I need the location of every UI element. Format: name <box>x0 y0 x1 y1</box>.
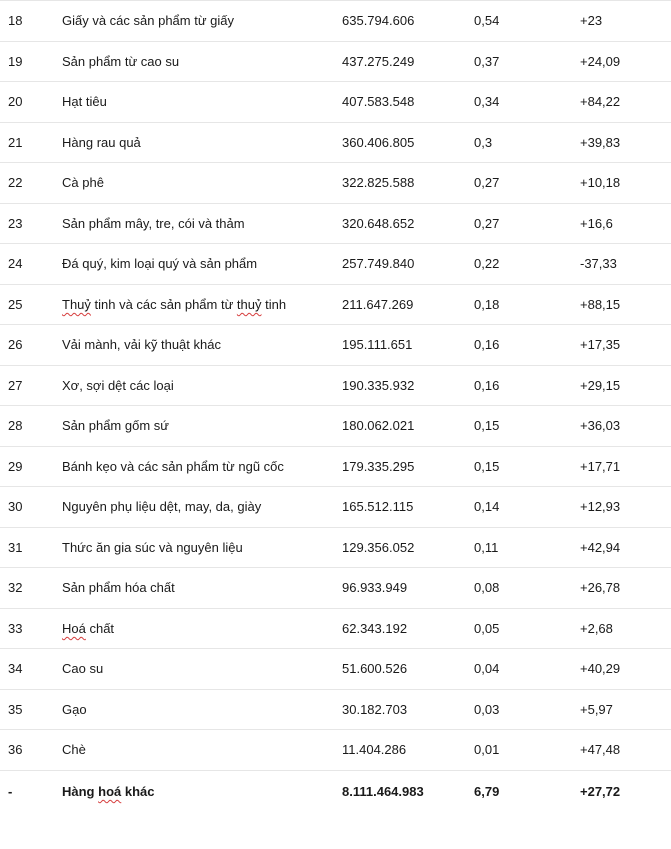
export-value: 407.583.548 <box>342 94 415 110</box>
share-percent: 0,34 <box>474 94 500 110</box>
row-number: 25 <box>8 296 23 312</box>
product-name: Sản phẩm hóa chất <box>62 580 175 596</box>
row-number: 33 <box>8 620 23 636</box>
change-percent: +12,93 <box>580 499 621 515</box>
export-value: 11.404.286 <box>342 742 407 758</box>
product-name <box>62 771 155 813</box>
share-percent: 0,15 <box>474 418 500 434</box>
export-value: 8.111.464.983 <box>342 784 424 799</box>
table-row <box>0 730 671 771</box>
change-percent: +10,18 <box>580 175 621 191</box>
row-number: 35 <box>8 701 23 717</box>
change-percent: +29,15 <box>580 377 621 393</box>
spellcheck-word: Hoá <box>62 620 86 636</box>
share-percent: 0,08 <box>474 580 500 596</box>
table-row <box>0 82 671 123</box>
export-value: 96.933.949 <box>342 580 408 596</box>
share-percent: 0,16 <box>474 337 500 353</box>
row-number: 34 <box>8 661 23 677</box>
export-value: 190.335.932 <box>342 377 415 393</box>
share-percent: 0,11 <box>474 539 499 555</box>
row-number: - <box>8 784 13 799</box>
export-value: 437.275.249 <box>342 53 415 69</box>
share-percent: 0,3 <box>474 134 493 150</box>
share-percent: 0,03 <box>474 701 500 717</box>
export-value: 322.825.588 <box>342 175 415 191</box>
row-number: 31 <box>8 539 23 555</box>
row-number: 30 <box>8 499 23 515</box>
product-name: Cà phê <box>62 175 104 191</box>
change-percent: +40,29 <box>580 661 621 677</box>
table-row <box>0 1 671 42</box>
table-row <box>0 204 671 245</box>
row-number: 26 <box>8 337 23 353</box>
change-percent: +24,09 <box>580 53 621 69</box>
table-row <box>0 568 671 609</box>
export-value: 179.335.295 <box>342 458 415 474</box>
table-row <box>0 244 671 285</box>
share-percent: 0,27 <box>474 175 500 191</box>
share-percent: 0,27 <box>474 215 500 231</box>
table-row <box>0 609 671 650</box>
export-value: 51.600.526 <box>342 661 408 677</box>
export-value: 180.062.021 <box>342 418 415 434</box>
change-percent: +39,83 <box>580 134 621 150</box>
product-name <box>62 609 114 649</box>
share-percent: 0,14 <box>474 499 500 515</box>
share-percent: 0,04 <box>474 661 500 677</box>
export-value: 635.794.606 <box>342 13 415 29</box>
row-number: 18 <box>8 13 23 29</box>
share-percent: 0,16 <box>474 377 500 393</box>
product-name: Gạo <box>62 701 87 717</box>
export-value: 195.111.651 <box>342 337 413 353</box>
export-value: 211.647.269 <box>342 296 414 312</box>
spellcheck-word: hoá <box>98 784 122 799</box>
product-name-part: tinh và các sản phẩm từ <box>90 296 237 312</box>
row-number: 28 <box>8 418 23 434</box>
table-row <box>0 528 671 569</box>
product-name-part: chất <box>85 620 115 636</box>
table-row <box>0 163 671 204</box>
change-percent: +36,03 <box>580 418 621 434</box>
spellcheck-word: thuỷ <box>236 296 262 312</box>
table-row <box>0 42 671 83</box>
product-name: Hạt tiêu <box>62 94 107 110</box>
product-name: Giấy và các sản phẩm từ giấy <box>62 13 235 29</box>
table-row <box>0 447 671 488</box>
table-row <box>0 649 671 690</box>
change-percent: +47,48 <box>580 742 621 758</box>
product-name: Sản phẩm gốm sứ <box>62 418 169 434</box>
product-name: Sản phẩm từ cao su <box>62 53 180 69</box>
change-percent: +17,71 <box>580 458 621 474</box>
export-value: 30.182.703 <box>342 701 408 717</box>
product-name: Cao su <box>62 661 104 677</box>
change-percent: +84,22 <box>580 94 621 110</box>
product-name-part: Hàng <box>62 784 99 799</box>
table-row <box>0 325 671 366</box>
export-value: 320.648.652 <box>342 215 415 231</box>
product-name: Sản phẩm mây, tre, cói và thảm <box>62 215 245 231</box>
change-percent: +2,68 <box>580 620 613 636</box>
table-row <box>0 690 671 731</box>
change-percent: +16,6 <box>580 215 613 231</box>
product-name: Nguyên phụ liệu dệt, may, da, giày <box>62 499 262 515</box>
spellcheck-word: Thuỷ <box>62 296 91 312</box>
row-number: 20 <box>8 94 23 110</box>
product-name-part: tinh <box>261 296 287 312</box>
change-percent: +17,35 <box>580 337 621 353</box>
change-percent: +26,78 <box>580 580 621 596</box>
row-number: 24 <box>8 256 23 272</box>
product-name: Đá quý, kim loại quý và sản phẩm <box>62 256 258 272</box>
change-percent: -37,33 <box>580 256 617 272</box>
row-number: 21 <box>8 134 23 150</box>
table-row <box>0 487 671 528</box>
product-name-part: khác <box>121 784 155 799</box>
export-value: 257.749.840 <box>342 256 415 272</box>
change-percent: +23 <box>580 13 603 29</box>
share-percent: 0,01 <box>474 742 500 758</box>
change-percent: +88,15 <box>580 296 621 312</box>
product-name: Chè <box>62 742 86 758</box>
table-row <box>0 406 671 447</box>
change-percent: +5,97 <box>580 701 613 717</box>
share-percent: 0,15 <box>474 458 500 474</box>
share-percent: 0,18 <box>474 296 500 312</box>
table-row <box>0 123 671 164</box>
product-name <box>62 285 286 325</box>
share-percent: 0,22 <box>474 256 500 272</box>
share-percent: 6,79 <box>474 784 500 799</box>
table-row-total <box>0 771 671 813</box>
table-row <box>0 366 671 407</box>
table-row <box>0 285 671 326</box>
share-percent: 0,05 <box>474 620 500 636</box>
change-percent: +27,72 <box>580 784 621 799</box>
product-name: Hàng rau quả <box>62 134 141 150</box>
row-number: 19 <box>8 53 23 69</box>
product-name: Thức ăn gia súc và nguyên liệu <box>62 539 243 555</box>
export-value: 62.343.192 <box>342 620 408 636</box>
share-percent: 0,37 <box>474 53 500 69</box>
share-percent: 0,54 <box>474 13 500 29</box>
row-number: 32 <box>8 580 23 596</box>
row-number: 22 <box>8 175 23 191</box>
row-number: 23 <box>8 215 23 231</box>
export-value: 129.356.052 <box>342 539 415 555</box>
change-percent: +42,94 <box>580 539 621 555</box>
row-number: 27 <box>8 377 23 393</box>
product-name: Xơ, sợi dệt các loại <box>62 377 174 393</box>
export-value: 165.512.115 <box>342 499 414 515</box>
row-number: 29 <box>8 458 23 474</box>
export-value: 360.406.805 <box>342 134 415 150</box>
product-name: Vải mành, vải kỹ thuật khác <box>62 337 221 353</box>
product-name: Bánh kẹo và các sản phẩm từ ngũ cốc <box>62 458 284 474</box>
row-number: 36 <box>8 742 23 758</box>
